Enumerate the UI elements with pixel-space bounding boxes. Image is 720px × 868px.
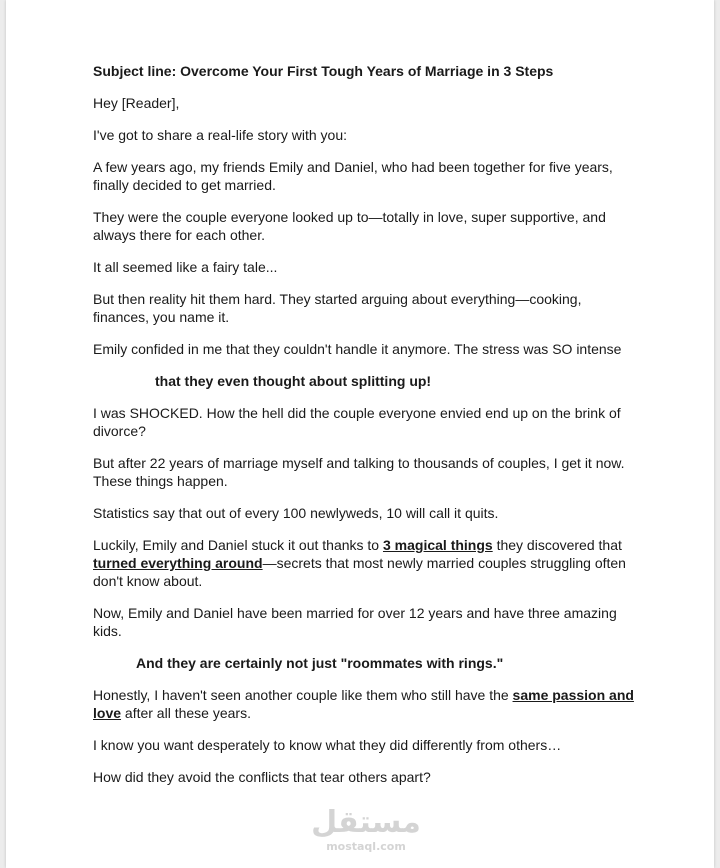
- greeting: Hey [Reader],: [93, 95, 180, 111]
- paragraph-couple: They were the couple everyone looked up to—totally in love, super supportive, and always there for each other.: [93, 209, 606, 243]
- paragraph-shocked: I was SHOCKED. How the hell did the couple everyone envied end up on the brink of divorce?: [93, 405, 621, 439]
- subject-line: Subject line: Overcome Your First Tough Years of Marriage in 3 Steps: [93, 63, 554, 79]
- email-body: [93, 62, 641, 800]
- text-span: —secrets that most newly married couples struggling often don't know about.: [93, 555, 626, 589]
- text-span: Luckily, Emily and Daniel stuck it out thanks to: [93, 537, 383, 553]
- paragraph-statistics: Statistics say that out of every 100 newlyweds, 10 will call it quits.: [93, 505, 499, 521]
- document-page: [6, 0, 714, 868]
- paragraph-reality: But then reality hit them hard. They started arguing about everything—cooking, finances, you name it.: [93, 291, 582, 325]
- emphasis-turned-around: turned everything around: [93, 555, 263, 571]
- watermark-latin: mostaql.com: [326, 840, 406, 853]
- emphasis-passion-love: same passion and love: [93, 687, 634, 721]
- paragraph-confided: Emily confided in me that they couldn't handle it anymore. The stress was SO intense: [93, 341, 622, 357]
- text-span: after all these years.: [121, 705, 251, 721]
- paragraph-differently: I know you want desperately to know what they did differently from others…: [93, 737, 562, 753]
- watermark-logo: [306, 805, 426, 854]
- watermark-arabic: مستقل: [311, 805, 421, 840]
- text-span: Honestly, I haven't seen another couple like them who still have the: [93, 687, 513, 703]
- paragraph-intro: I've got to share a real-life story with you:: [93, 127, 348, 143]
- paragraph-roommates: And they are certainly not just "roommates with rings.": [136, 655, 504, 671]
- emphasis-magical-things: 3 magical things: [382, 537, 493, 553]
- paragraph-magical-things: [93, 536, 641, 590]
- paragraph-conflicts: How did they avoid the conflicts that tear others apart?: [93, 769, 431, 785]
- paragraph-friends: A few years ago, my friends Emily and Daniel, who had been together for five years, finally decided to get married.: [93, 159, 613, 193]
- paragraph-fairy-tale: It all seemed like a fairy tale...: [93, 259, 278, 275]
- paragraph-passion: [93, 686, 641, 722]
- paragraph-married-now: Now, Emily and Daniel have been married for over 12 years and have three amazing kids.: [93, 605, 617, 639]
- paragraph-splitting-up: that they even thought about splitting up!: [155, 373, 432, 389]
- paragraph-experience: But after 22 years of marriage myself and talking to thousands of couples, I get it now. These things happen.: [93, 455, 625, 489]
- text-span: they discovered that: [492, 537, 622, 553]
